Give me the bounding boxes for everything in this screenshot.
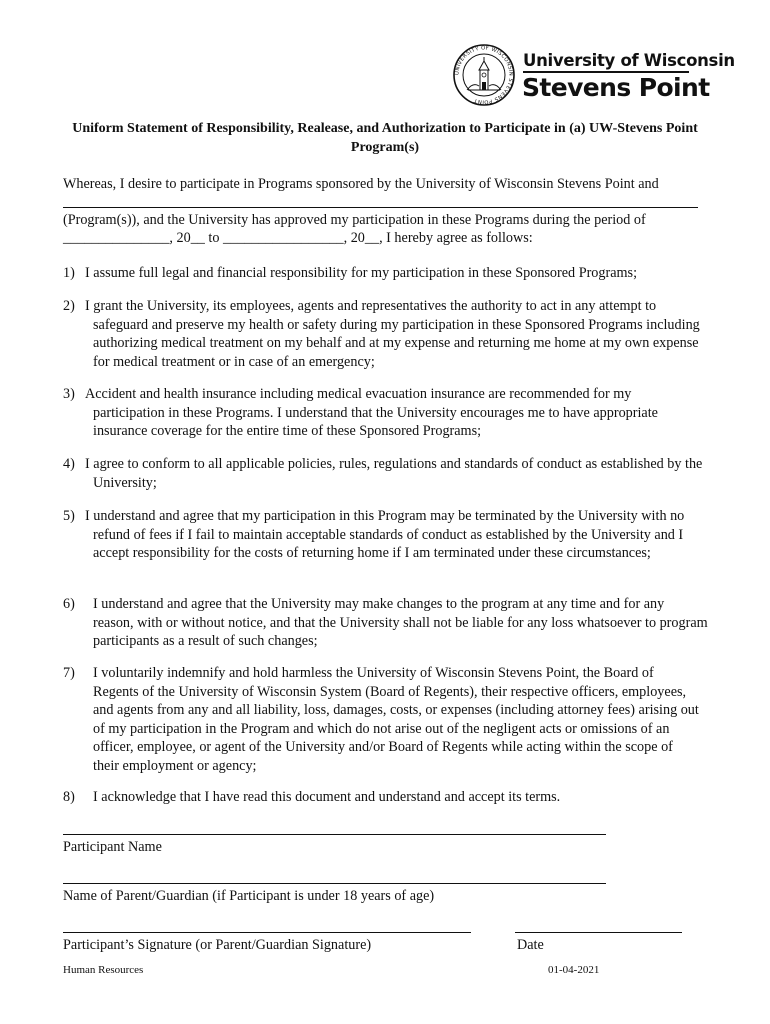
list-item-8: [63, 788, 713, 807]
list-item-3: [63, 385, 703, 441]
date-line[interactable]: [515, 932, 682, 933]
item-text: Accident and health insurance including medical evacuation insurance are recommended for my participation in these Programs. I understand that the University encourages me to have appropriate insurance coverage for the entire time of these Sponsored Programs;: [85, 386, 658, 439]
list-item-5: [63, 507, 711, 563]
program-name-blank: [63, 194, 698, 208]
item-text: I understand and agree that my participation in this Program may be terminated by the University with no refund of fees if I fail to maintain acceptable standards of conduct as established by the University and I accept responsibility for the costs of returning home if I am terminated under these circumstances;: [85, 508, 685, 561]
logo-university-name: University of Wisconsin: [523, 51, 735, 70]
list-item-2: [63, 297, 703, 371]
item-text: I voluntarily indemnify and hold harmless the University of Wisconsin Stevens Point, the Board of Regents of the University of Wisconsin System (Board of Regents), their respective officers, employees, and agents from any and all liability, loss, damages, costs, or expenses (including attorney fees) arising out of my participation in the Program and which do not arise out of the negligent acts or omissions of an officer, employee, or agent of the University and/or Board of Regents while acting within the scope of their employment or agency;: [93, 665, 699, 774]
item-number: 3): [63, 386, 75, 402]
item-number: 8): [63, 789, 75, 805]
item-text: I acknowledge that I have read this document and understand and accept its terms.: [93, 789, 561, 805]
participant-name-label: Participant Name: [63, 839, 162, 855]
item-number: 4): [63, 456, 75, 472]
parent-name-label: Name of Parent/Guardian (if Participant is under 18 years of age): [63, 888, 435, 904]
signature-label: Participant’s Signature (or Parent/Guardian Signature): [63, 937, 372, 953]
list-item-7: [63, 664, 699, 775]
intro-line-3: _______________, 20__ to _________________, 20__, I hereby agree as follows:: [63, 230, 533, 246]
university-seal-icon: [453, 44, 515, 106]
seal-text: UNIVERSITY OF WISCONSIN STEVENS POINT: [454, 45, 514, 105]
participant-name-line[interactable]: [63, 834, 606, 835]
item-number: 6): [63, 596, 75, 612]
university-logo: [453, 44, 735, 106]
item-text: I agree to conform to all applicable policies, rules, regulations and standards of conduct as established by the University;: [85, 456, 703, 491]
item-number: 7): [63, 665, 75, 681]
date-label: Date: [517, 937, 544, 953]
intro-line-1: Whereas, I desire to participate in Programs sponsored by the University of Wisconsin Stevens Point and: [63, 176, 659, 192]
footer-department: Human Resources: [63, 964, 144, 976]
item-number: 2): [63, 298, 75, 314]
intro-paragraph: [63, 175, 713, 248]
intro-line-2: (Program(s)), and the University has approved my participation in these Programs during the period of: [63, 211, 646, 228]
signature-line[interactable]: [63, 932, 471, 933]
footer-date: 01-04-2021: [548, 964, 600, 976]
list-item-4: [63, 455, 708, 492]
list-item-1: [63, 264, 713, 283]
item-text: I grant the University, its employees, agents and representatives the authority to act in any attempt to safeguard and preserve my health or safety during my participation in these Sponsored Programs including authorizing medical treatment on my behalf and at my expense and returning me home at my own expense for medical treatment or in case of an emergency;: [85, 298, 700, 370]
item-number: 1): [63, 265, 75, 281]
item-text: I understand and agree that the University may make changes to the program at any time and for any reason, with or without notice, and that the University shall not be liable for any loss whatsoever to program participants as a result of such changes;: [93, 596, 708, 649]
item-text: I assume full legal and financial responsibility for my participation in these Sponsored Programs;: [85, 265, 638, 281]
logo-campus-name: Stevens Point: [522, 73, 710, 102]
item-number: 5): [63, 508, 75, 524]
document-title: Uniform Statement of Responsibility, Realease, and Authorization to Participate in (a) UW-Stevens Point Program(s): [72, 121, 698, 155]
parent-name-line[interactable]: [63, 883, 606, 884]
list-item-6: [63, 595, 708, 651]
